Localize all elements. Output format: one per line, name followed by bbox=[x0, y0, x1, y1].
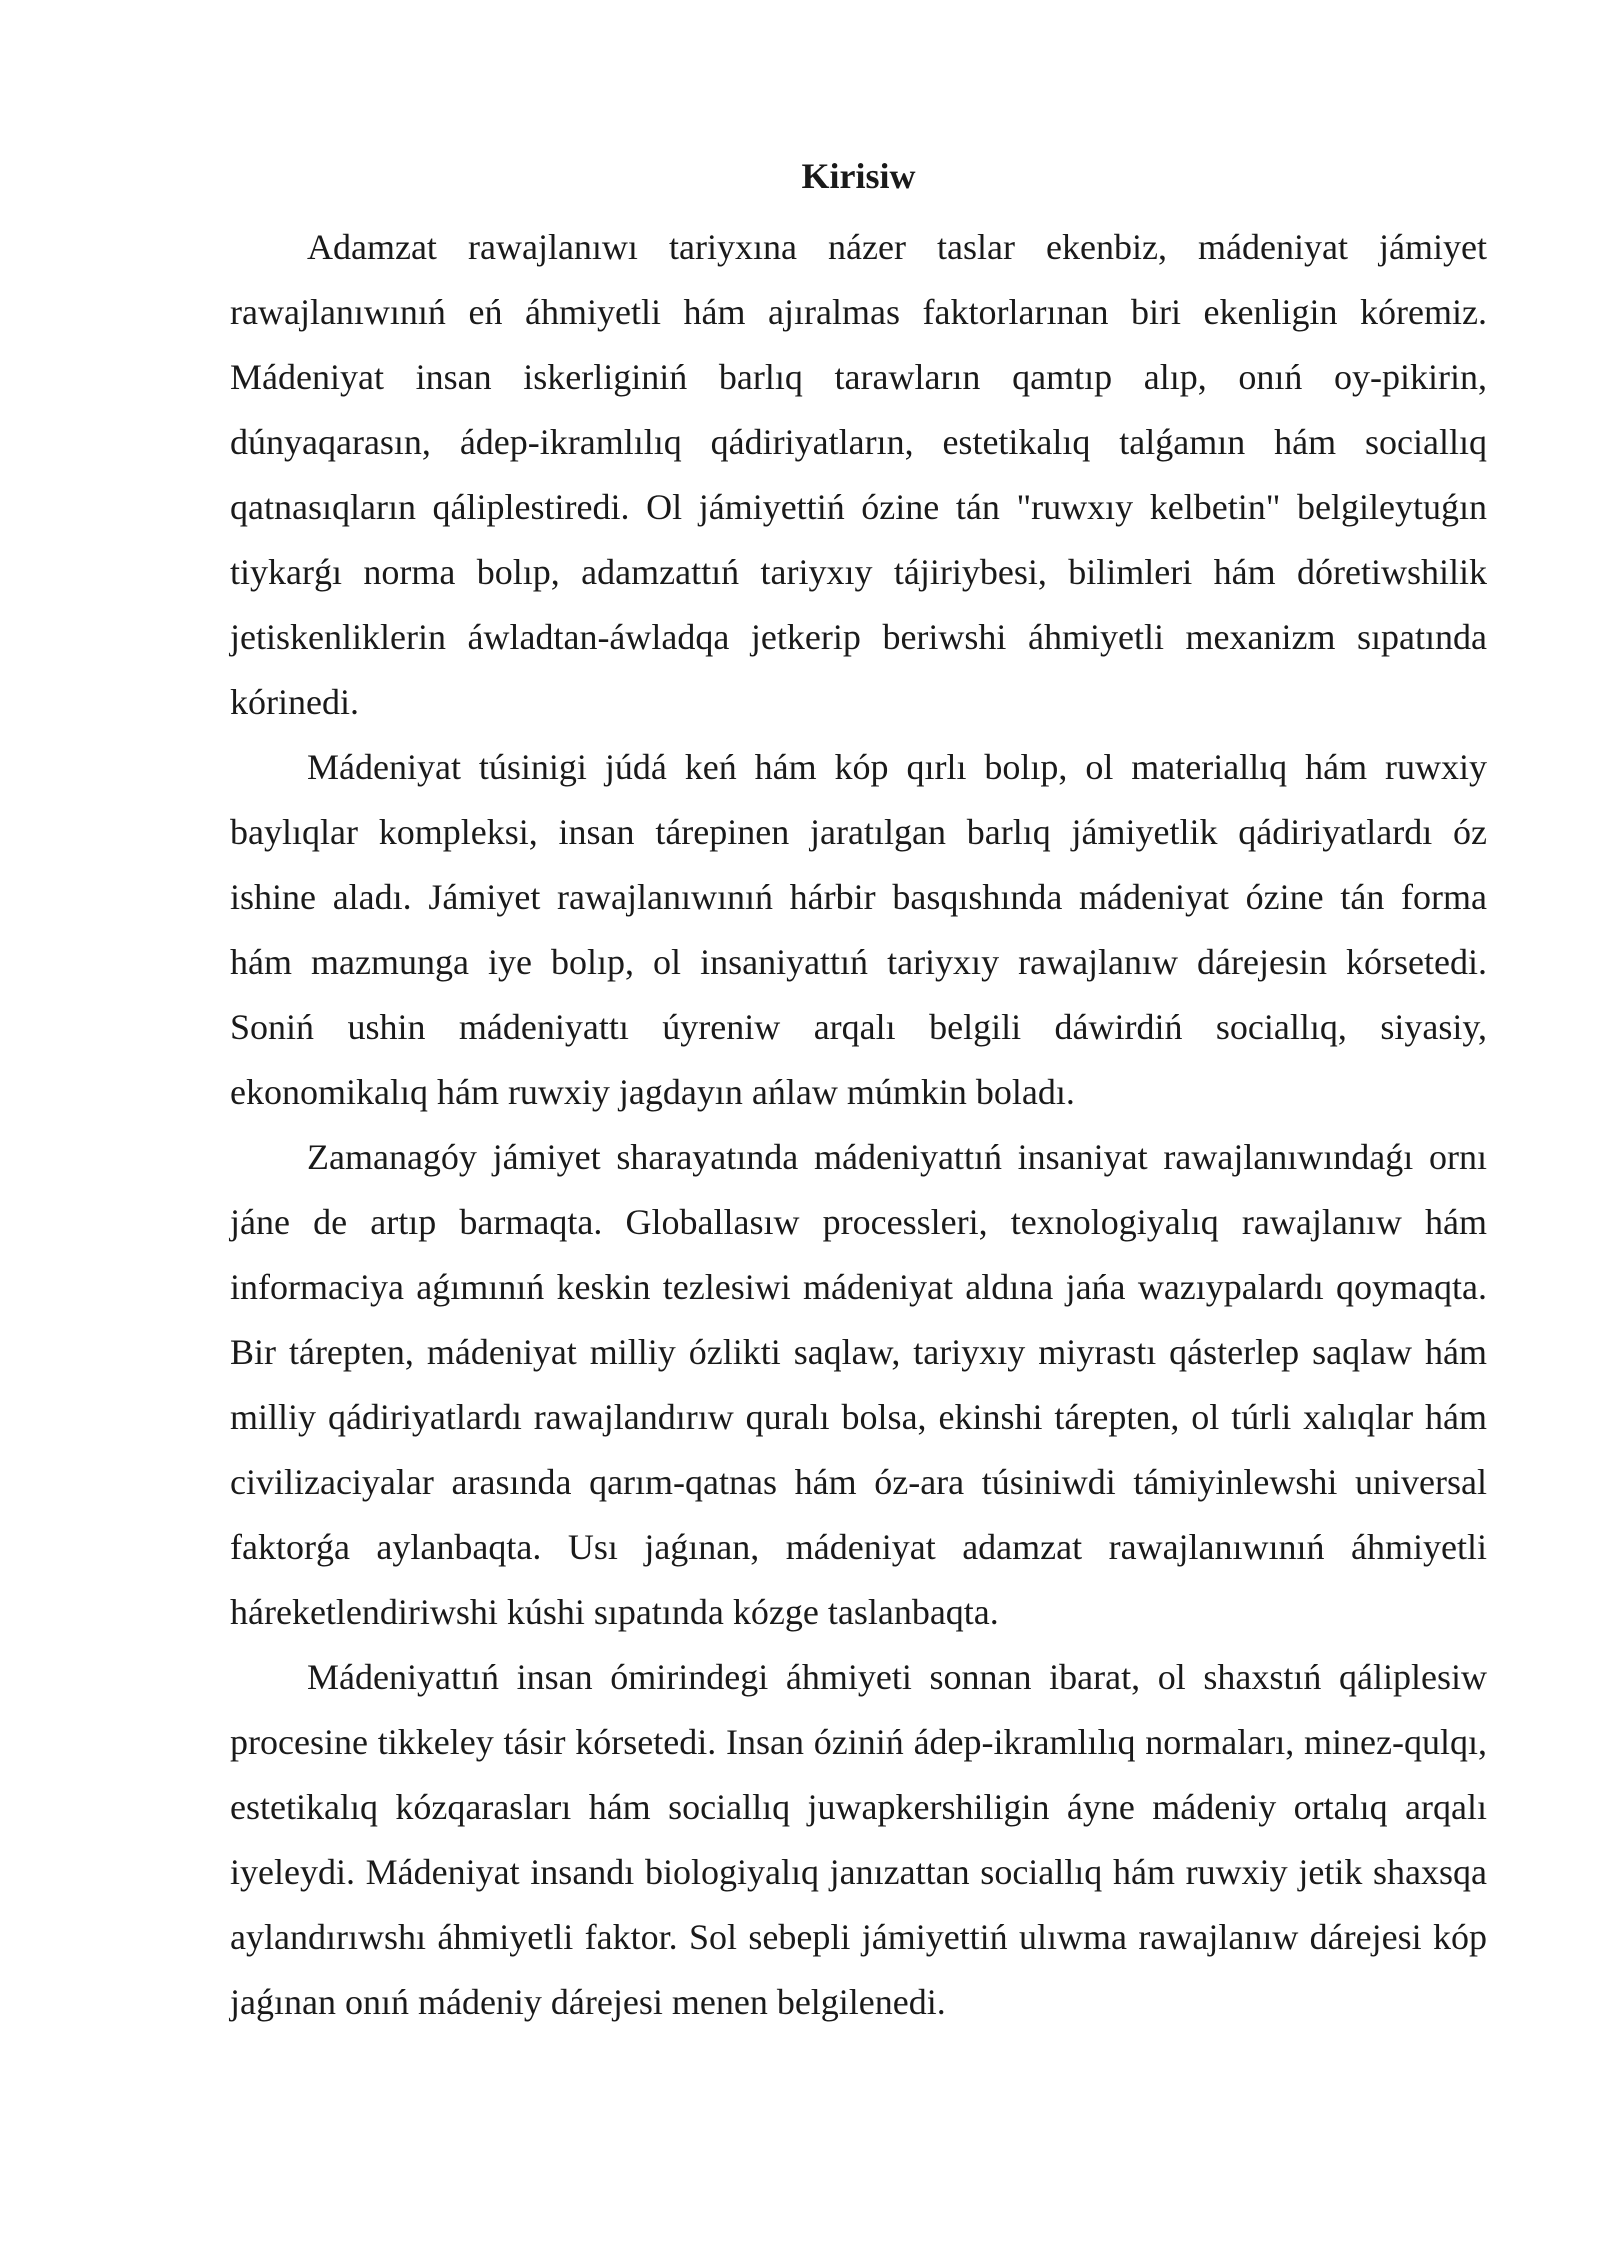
paragraph-1: Adamzat rawajlanıwı tariyxına názer taslar ekenbiz, mádeniyat jámiyet rawajlanıwınıń eń áhmiyetli hám ajıralmas faktorlarınan biri ekenligin kóremiz. Mádeniyat insan iskerliginiń barlıq tarawların qamtıp alıp, onıń oy-pikirin, dúnyaqarasın, ádep-ikramlılıq qádiriyatların, estetikalıq talǵamın hám sociallıq qatnasıqların qáliplestiredi. Ol jámiyettiń ózine tán "ruwxıy kelbetin" belgileytuǵın tiykarǵı norma bolıp, adamzattıń tariyxıy tájiriybesi, bilimleri hám dóretiwshilik jetiskenliklerin áwladtan-áwladqa jetkerip beriwshi áhmiyetli mexanizm sıpatında kórinedi. bbox=[230, 227, 1487, 722]
document-body bbox=[230, 150, 1487, 2035]
paragraph-4: Mádeniyattıń insan ómirindegi áhmiyeti sonnan ibarat, ol shaxstıń qáliplesiw procesine tikkeley tásir kórsetedi. Insan óziniń ádep-ikramlılıq normaları, minez-qulqı, estetikalıq kózqarasları hám sociallıq juwapkershiligin áyne mádeniy ortalıq arqalı iyeleydi. Mádeniyat insandı biologiyalıq janızattan sociallıq hám ruwxiy jetik shaxsqa aylandırıwshı áhmiyetli faktor. Sol sebepli jámiyettiń ulıwma rawajlanıw dárejesi kóp jaǵınan onıń mádeniy dárejesi menen belgilenedi. bbox=[230, 1657, 1487, 2022]
paragraph-2: Mádeniyat túsinigi júdá keń hám kóp qırlı bolıp, ol materiallıq hám ruwxiy baylıqlar kompleksi, insan tárepinen jaratılgan barlıq jámiyetlik qádiriyatlardı óz ishine aladı. Jámiyet rawajlanıwınıń hárbir basqıshında mádeniyat ózine tán forma hám mazmunga iye bolıp, ol insaniyattıń tariyxıy rawajlanıw dárejesin kórsetedi. Soniń ushin mádeniyattı úyreniw arqalı belgili dáwirdiń sociallıq, siyasiy, ekonomikalıq hám ruwxiy jagdayın ańlaw múmkin boladı. bbox=[230, 747, 1487, 1112]
page-title: Kirisiw bbox=[801, 156, 916, 196]
paragraph-3: Zamanagóy jámiyet sharayatında mádeniyattıń insaniyat rawajlanıwındaǵı ornı jáne de artıp barmaqta. Globallasıw processleri, texnologiyalıq rawajlanıw hám informaciya aǵımınıń keskin tezlesiwi mádeniyat aldına jańa wazıypalardı qoymaqta. Bir tárepten, mádeniyat milliy ózlikti saqlaw, tariyxıy miyrastı qásterlep saqlaw hám milliy qádiriyatlardı rawajlandırıw quralı bolsa, ekinshi tárepten, ol túrli xalıqlar hám civilizaciyalar arasında qarım-qatnas hám óz-ara túsiniwdi támiyinlewshi universal faktorǵa aylanbaqta. Usı jaǵınan, mádeniyat adamzat rawajlanıwınıń áhmiyetli háreketlendiriwshi kúshi sıpatında kózge taslanbaqta. bbox=[230, 1137, 1487, 1632]
